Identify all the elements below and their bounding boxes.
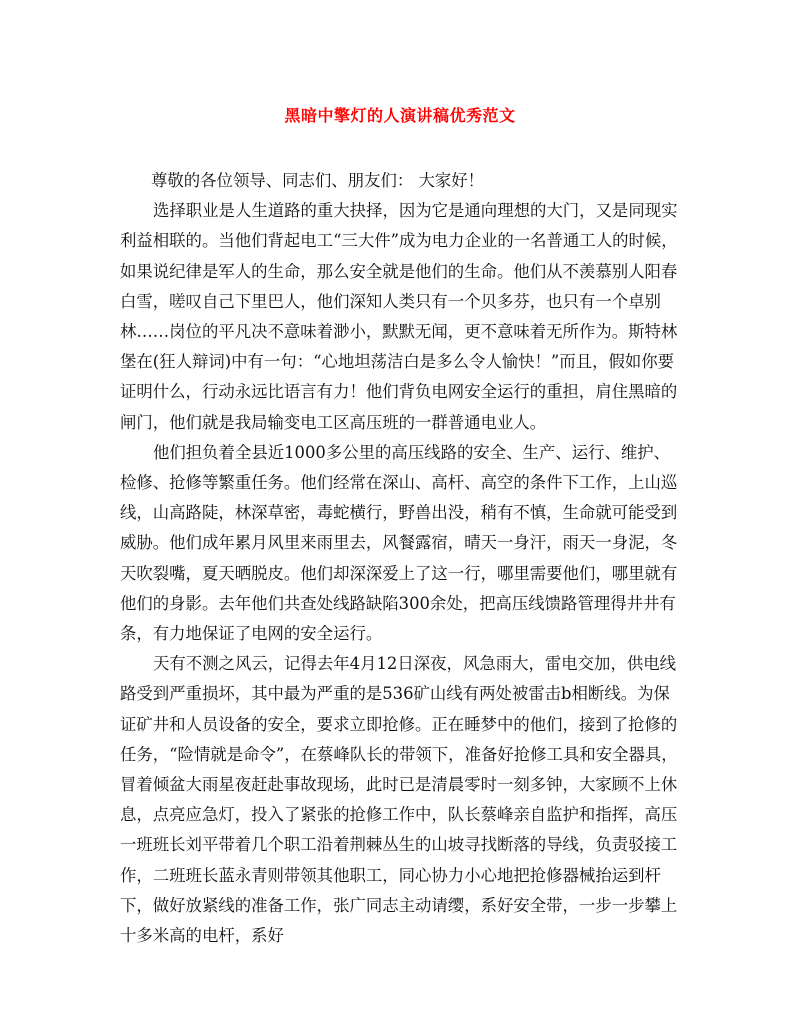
greeting-line: 尊敬的各位领导、同志们、朋友们： 大家好！ (151, 171, 485, 190)
paragraph-2: 他们担负着全县近1000多公里的高压线路的安全、生产、运行、维护、检修、抢修等繁重任务。他们经常在深山、高杆、高空的条件下工作，上山巡线，山高路陡，林深草密，毒蛇横行，野兽出没，稍有不慎，生命就可能受到威胁。他们成年累月风里来雨里去，风餐露宿，晴天一身汗，雨天一身泥，冬天吹裂嘴，夏天晒脱皮。他们却深深爱上了这一行，哪里需要他们，哪里就有他们的身影。去年他们共查处线路缺陷300余处，把高压线馈路管理得井井有条，有力地保证了电网的安全运行。 (120, 442, 678, 644)
paragraph-3: 天有不测之风云，记得去年4月12日深夜，风急雨大，雷电交加，供电线路受到严重损坏，其中最为严重的是536矿山线有两处被雷击b相断线。为保证矿井和人员设备的安全，要求立即抢修。正在睡梦中的他们，接到了抢修的任务，“险情就是命令”，在蔡峰队长的带领下，准备好抢修工具和安全器具，冒着倾盆大雨星夜赶赴事故现场，此时已是清晨零时一刻多钟，大家顾不上休息，点亮应急灯，投入了紧张的抢修工作中，队长蔡峰亲自监护和指挥，高压一班班长刘平带着几个职工沿着荆棘丛生的山坡寻找断落的导线，负责驳接工作，二班班长蓝永青则带领其他职工，同心协力小心地把抢修器械抬运到杆下，做好放紧线的准备工作，张广同志主动请缨，系好安全带，一步一步攀上十多米高的电杆，系好 (120, 654, 678, 946)
document-title: 黑暗中擎灯的人演讲稿优秀范文 (284, 106, 516, 125)
paragraph-1: 选择职业是人生道路的重大抉择，因为它是通向理想的大门，又是同现实利益相联的。当他们背起电工“三大件”成为电力企业的一名普通工人的时候，如果说纪律是军人的生命，那么安全就是他们的生命。他们从不羡慕别人阳春白雪，嗟叹自己下里巴人，他们深知人类只有一个贝多芬，也只有一个卓别林……岗位的平凡决不意味着渺小，默默无闻，更不意味着无所作为。斯特林堡在(狂人辩词)中有一句：“心地坦荡洁白是多么令人愉快！”而且，假如你要证明什么，行动永远比语言有力！他们背负电网安全运行的重担，肩住黑暗的闸门，他们就是我局输变电工区高压班的一群普通电业人。 (120, 201, 678, 432)
document-body (120, 166, 682, 951)
